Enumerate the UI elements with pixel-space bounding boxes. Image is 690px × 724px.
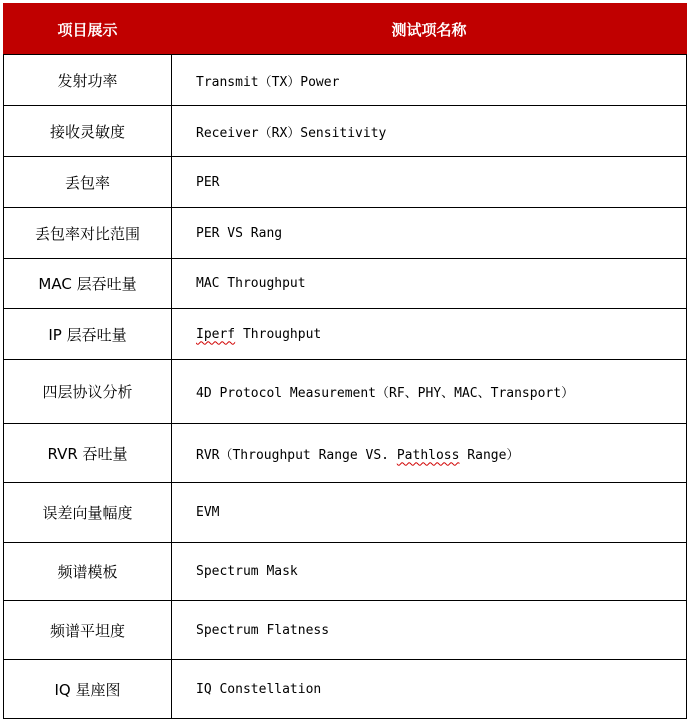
cell-test-item: Transmit（TX）Power — [172, 55, 687, 106]
header-row — [4, 4, 687, 55]
cell-test-item: PER — [172, 157, 687, 208]
table-row — [4, 543, 687, 601]
cell-project: 接收灵敏度 — [4, 106, 172, 157]
cell-test-item: MAC Throughput — [172, 259, 687, 309]
table-row — [4, 660, 687, 719]
cell-project: 频谱模板 — [4, 543, 172, 601]
cell-test-item — [172, 424, 687, 483]
cell-test-item — [172, 309, 687, 360]
table-row — [4, 208, 687, 259]
table-row — [4, 259, 687, 309]
cell-test-item: EVM — [172, 483, 687, 543]
table-row — [4, 483, 687, 543]
text-segment: Range） — [459, 447, 520, 463]
cell-project: 误差向量幅度 — [4, 483, 172, 543]
cell-test-item: PER VS Rang — [172, 208, 687, 259]
table-row — [4, 424, 687, 483]
table-row — [4, 55, 687, 106]
cell-project: 丢包率 — [4, 157, 172, 208]
text-segment: RVR（Throughput Range VS. — [196, 447, 397, 463]
cell-test-item: 4D Protocol Measurement（RF、PHY、MAC、Transport） — [172, 360, 687, 424]
cell-project: 频谱平坦度 — [4, 601, 172, 660]
header-test-item-name: 测试项名称 — [172, 4, 687, 55]
test-items-table — [3, 3, 687, 719]
table-row — [4, 601, 687, 660]
cell-test-item: Receiver（RX）Sensitivity — [172, 106, 687, 157]
table-row — [4, 106, 687, 157]
cell-project: 丢包率对比范围 — [4, 208, 172, 259]
text-segment: Throughput — [235, 326, 322, 342]
cell-project: MAC 层吞吐量 — [4, 259, 172, 309]
cell-project: IQ 星座图 — [4, 660, 172, 719]
spellcheck-word: Iperf — [196, 326, 236, 342]
table-row — [4, 309, 687, 360]
cell-test-item: Spectrum Flatness — [172, 601, 687, 660]
cell-test-item: Spectrum Mask — [172, 543, 687, 601]
cell-test-item: IQ Constellation — [172, 660, 687, 719]
cell-project: 四层协议分析 — [4, 360, 172, 424]
cell-project: 发射功率 — [4, 55, 172, 106]
cell-project: IP 层吞吐量 — [4, 309, 172, 360]
table-row — [4, 157, 687, 208]
header-project-display: 项目展示 — [4, 4, 172, 55]
table-row — [4, 360, 687, 424]
spellcheck-word: Pathloss — [396, 447, 460, 463]
cell-project: RVR 吞吐量 — [4, 424, 172, 483]
